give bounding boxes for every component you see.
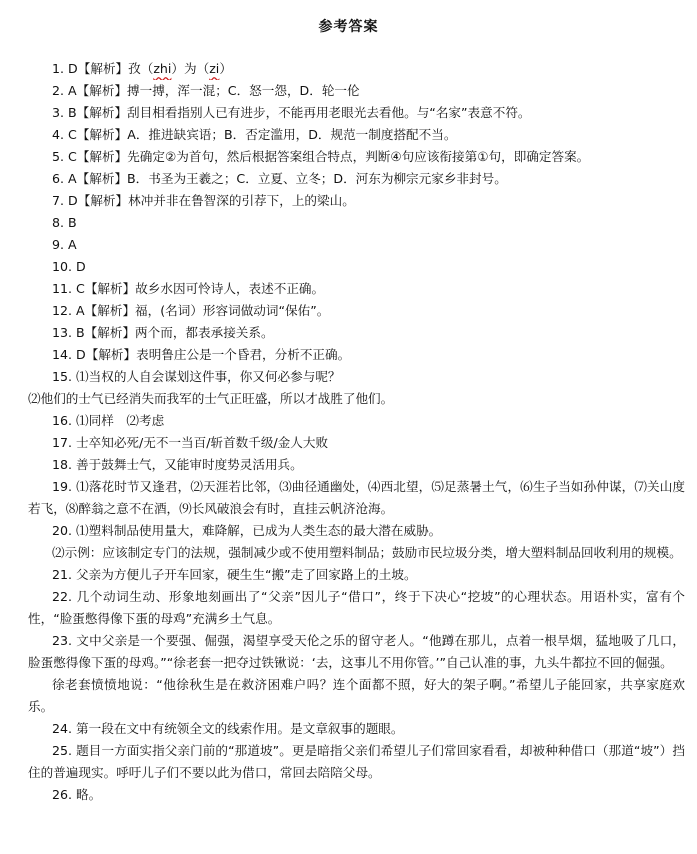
answer-item-23-part2: 徐老套愤愤地说：“他徐秋生是在救济困难户吗？连个面都不照，好大的架子啊。”希望儿子能回家，共享家庭欢乐。 <box>28 677 685 714</box>
answer-item-5: 5. C【解析】先确定②为首句，然后根据答案组合特点，判断④句应该衔接第①句，即确定答案。 <box>52 149 590 164</box>
pinyin-zi: zi <box>209 61 220 76</box>
answer-item-22: 22. 几个动词生动、形象地刻画出了“父亲”因儿子“借口”，终于下决心“挖坡”的心理状态。用语朴实，富有个性，“脸蛋憋得像下蛋的母鸡”充满乡土气息。 <box>28 589 685 626</box>
answer-item-20-part2: ⑵示例：应该制定专门的法规，强制减少或不使用塑料制品；鼓励市民垃圾分类，增大塑料制品回收利用的规模。 <box>52 545 682 560</box>
answer-item-6: 6. A【解析】B．书圣为王羲之；C．立夏、立冬；D．河东为柳宗元家乡非封号。 <box>52 171 507 186</box>
answer-item-26: 26. 略。 <box>52 787 102 802</box>
answer-item-1: 1. D【解析】孜（zhi）为（zi） <box>52 61 232 76</box>
answer-item-25: 25. 题目一方面实指父亲门前的“那道坡”。更是暗指父亲们希望儿子们常回家看看，却被种种借口（那道“坡”）挡住的普遍现实。呼吁儿子们不要以此为借口，常回去陪陪父母。 <box>28 743 685 780</box>
answer-item-21: 21. 父亲为方便儿子开车回家，硬生生“搬”走了回家路上的土坡。 <box>52 567 417 582</box>
answer-item-9: 9. A <box>52 237 77 252</box>
answer-item-20: 20. ⑴塑料制品使用量大，难降解，已成为人类生态的最大潜在威胁。 <box>52 523 442 538</box>
answer-list <box>28 58 685 806</box>
answer-item-12: 12. A【解析】福，(名词）形容词做动词“保佑”。 <box>52 303 330 318</box>
answer-item-19: 19. ⑴落花时节又逢君，⑵天涯若比邻，⑶曲径通幽处，⑷西北望，⑸足蒸暑土气，⑹生子当如孙仲谋，⑺关山度若飞，⑻醉翁之意不在酒，⑼长风破浪会有时，直挂云帆济沧海。 <box>28 479 685 516</box>
answer-item-3: 3. B【解析】刮目相看指别人已有进步，不能再用老眼光去看他。与“名家”表意不符。 <box>52 105 531 120</box>
page-title: 参考答案 <box>318 19 379 35</box>
answer-item-10: 10. D <box>52 259 86 274</box>
pinyin-zhi: zhi <box>153 61 172 76</box>
answer-item-18: 18. 善于鼓舞士气，又能审时度势灵活用兵。 <box>52 457 303 472</box>
answer-item-4: 4. C【解析】A．推进缺宾语；B．否定滥用，D．规范一制度搭配不当。 <box>52 127 457 142</box>
answer-item-15-part2: ⑵他们的士气已经消失而我军的士气正旺盛，所以才战胜了他们。 <box>28 391 394 406</box>
answer-item-17: 17. 士卒知必死/无不一当百/斩首数千级/金人大败 <box>52 435 329 450</box>
answer-item-7: 7. D【解析】林冲并非在鲁智深的引荐下，上的梁山。 <box>52 193 355 208</box>
answer-item-13: 13. B【解析】两个而，都表承接关系。 <box>52 325 274 340</box>
answer-item-8: 8. B <box>52 215 77 230</box>
answer-item-15: 15. ⑴当权的人自会谋划这件事，你又何必参与呢？ <box>52 369 341 384</box>
answer-item-23: 23. 文中父亲是一个要强、倔强，渴望享受天伦之乐的留守老人。“他蹲在那儿，点着一根旱烟，猛地吸了几口，脸蛋憋得像下蛋的母鸡。”“徐老套一把夺过铁锹说：‘去，这事儿不用你管。’”自己认准的事，九头牛都拉不回的倔强。 <box>28 633 685 670</box>
answer-item-24: 24. 第一段在文中有统领全文的线索作用。是文章叙事的题眼。 <box>52 721 404 736</box>
answer-item-14: 14. D【解析】表明鲁庄公是一个昏君，分析不正确。 <box>52 347 351 362</box>
answer-item-16: 16. ⑴同样 ⑵考虑 <box>52 413 165 428</box>
answer-item-11: 11. C【解析】故乡水因可怜诗人，表述不正确。 <box>52 281 325 296</box>
answer-item-2: 2. A【解析】搏一搏，浑一混；C．怒一怨，D．轮一伦 <box>52 83 360 98</box>
